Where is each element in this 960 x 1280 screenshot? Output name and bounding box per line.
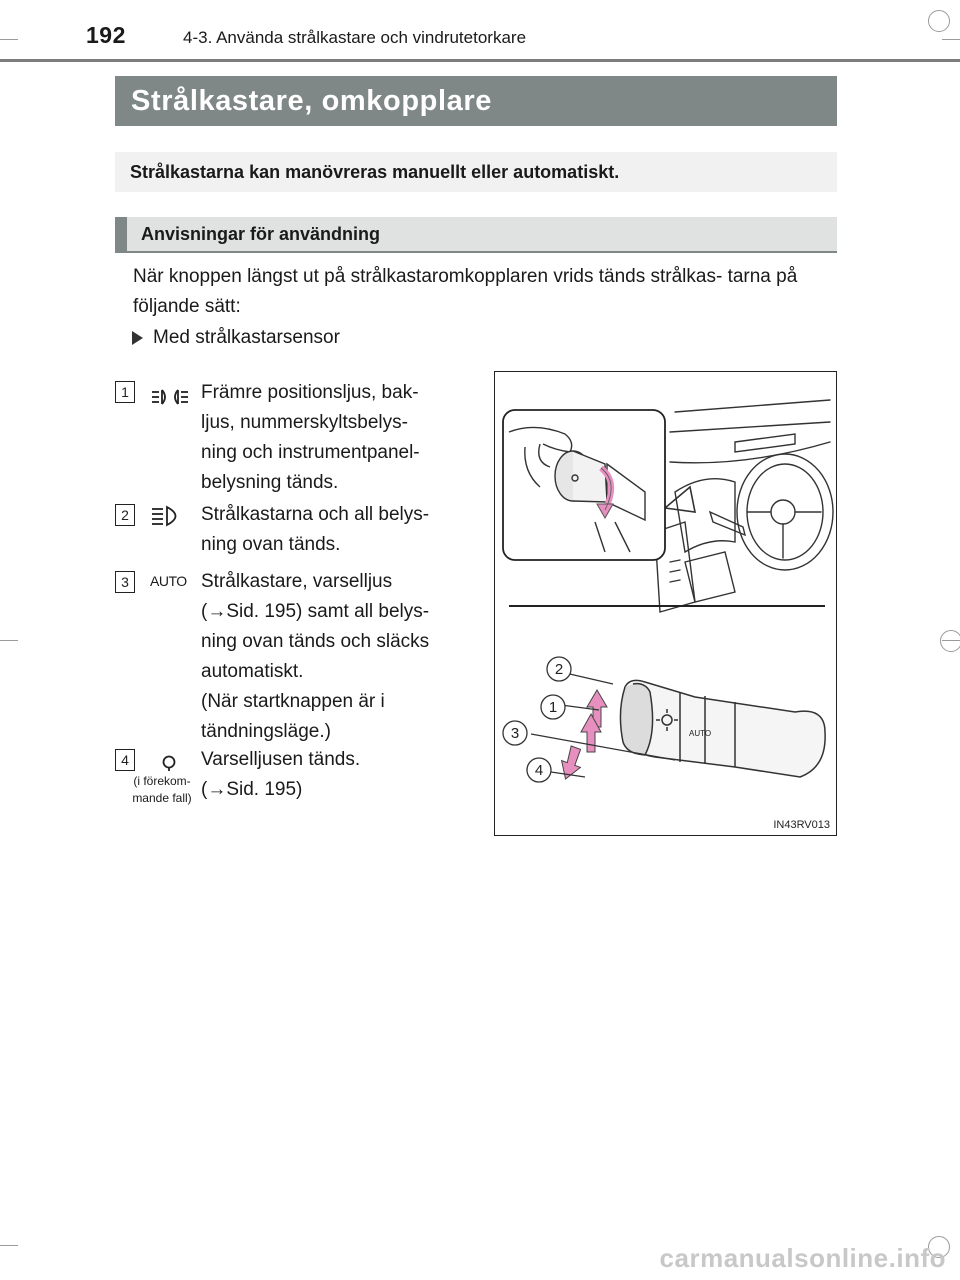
subheading: Anvisningar för användning bbox=[115, 217, 837, 253]
bullet-text: Med strålkastarsensor bbox=[153, 327, 340, 348]
section-title: 4-3. Använda strålkastare och vindrutetorkare bbox=[183, 28, 527, 47]
header-rule bbox=[0, 59, 960, 62]
note-line: mande fall) bbox=[132, 791, 192, 805]
figure-label: 2 bbox=[554, 661, 564, 678]
intro-box: Strålkastarna kan manövreras manuellt eller automatiskt. bbox=[115, 152, 837, 192]
text-line: Främre positionsljus, bak- bbox=[201, 382, 419, 403]
text-line: ning ovan tänds. bbox=[201, 534, 341, 555]
text-line: belysning tänds. bbox=[201, 472, 339, 493]
item-number: 3 bbox=[115, 571, 135, 593]
figure-label: 1 bbox=[548, 699, 558, 716]
item-description bbox=[201, 500, 463, 560]
text-line: Strålkastarna och all belys- bbox=[201, 504, 430, 525]
page-number: 192 bbox=[86, 22, 126, 48]
crop-mark bbox=[942, 39, 960, 40]
text-line: (→Sid. 195) samt all belys- bbox=[201, 601, 430, 622]
item-number: 2 bbox=[115, 504, 135, 526]
illustration-drawing bbox=[495, 372, 836, 835]
text-line: automatiskt. bbox=[201, 661, 304, 682]
figure-code: IN43RV013 bbox=[773, 819, 830, 831]
text-line: ning och instrumentpanel- bbox=[201, 442, 420, 463]
text-line: ning ovan tänds och släcks bbox=[201, 631, 430, 652]
headlight-icon bbox=[150, 504, 186, 528]
body-paragraph: När knoppen längst ut på strålkastaromkopplaren vrids tänds strålkas- tarna på följande sätt: bbox=[133, 266, 798, 317]
auto-icon: AUTO bbox=[150, 573, 187, 589]
title-bar bbox=[115, 76, 837, 126]
text-line: (När startknappen är i bbox=[201, 691, 385, 712]
text-line: Varselljusen tänds. bbox=[201, 749, 361, 770]
registration-mark bbox=[940, 630, 960, 652]
crop-mark bbox=[0, 1245, 18, 1246]
triangle-bullet-icon bbox=[132, 331, 143, 345]
text-line: tändningsläge.) bbox=[201, 721, 331, 742]
text-line: Strålkastare, varselljus bbox=[201, 571, 393, 592]
figure-label: 4 bbox=[534, 762, 544, 779]
text-line: (→Sid. 195) bbox=[201, 779, 303, 800]
watermark: carmanualsonline.info bbox=[659, 1243, 946, 1273]
item-description bbox=[201, 378, 463, 498]
crop-mark bbox=[0, 39, 18, 40]
bullet-item bbox=[132, 327, 340, 349]
availability-note bbox=[117, 773, 207, 807]
item-number: 4 bbox=[115, 749, 135, 771]
item-number: 1 bbox=[115, 381, 135, 403]
position-lights-icon bbox=[150, 386, 190, 408]
item-description bbox=[201, 567, 463, 747]
headlight-switch-illustration bbox=[494, 371, 837, 836]
crop-mark bbox=[0, 640, 18, 641]
text-line: ljus, nummerskyltsbelys- bbox=[201, 412, 408, 433]
figure-label: 3 bbox=[510, 725, 520, 742]
note-line: (i förekom- bbox=[133, 774, 191, 788]
registration-mark bbox=[928, 10, 950, 32]
page-title: Strålkastare, omkopplare bbox=[131, 84, 492, 117]
drl-icon bbox=[161, 754, 177, 772]
switch-auto-label: AUTO bbox=[689, 729, 712, 738]
item-description bbox=[201, 745, 463, 805]
